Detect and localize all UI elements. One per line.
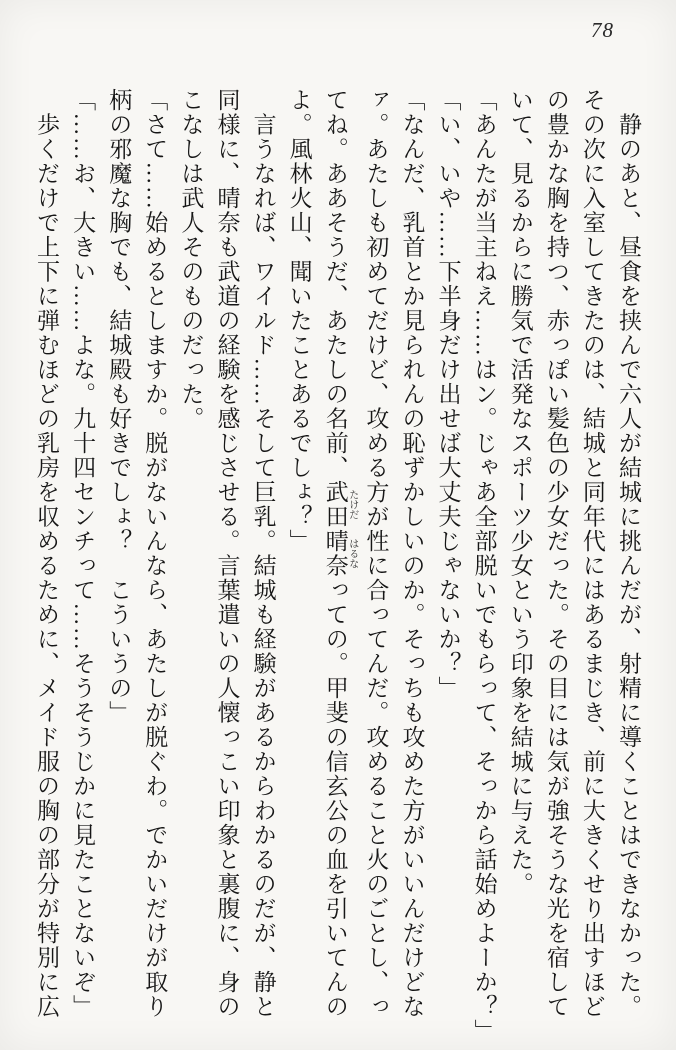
text-column: の豊かな胸を持つ、赤っぽい髪色の少女だった。その目には気が強そうな光を宿して xyxy=(543,88,569,1019)
text-column: 「なんだ、乳首とか見られんの恥ずかしいのか。そっちも攻めた方がいいんだけどな xyxy=(399,88,425,1019)
text-column: 同様に、晴奈も武道の経験を感じさせる。言葉遣いの人懐っこい印象と裏腹に、身の xyxy=(214,88,240,1019)
text-column: よ。風林火山、聞いたことあるでしょ？」 xyxy=(286,88,312,554)
ruby-annotated-name: 武田 たけだ xyxy=(322,480,358,529)
text-column: てね。ああそうだ、あたしの名前、武田 たけだ晴奈 はるなっての。甲斐の信玄公の血を引いてんの xyxy=(322,88,358,1019)
text-column: こなしは武人そのものだった。 xyxy=(178,88,204,431)
ruby-annotated-name: 晴奈 はるな xyxy=(322,529,358,578)
text-column: その次に入室してきたのは、結城と同年代にはあるまじき、前に大きくせり出すほど xyxy=(579,88,605,1019)
text-column: 言うなれば、ワイルド……そして巨乳。結城も経験があるからわかるのだが、静と xyxy=(250,88,276,1019)
text-column: いて、見るからに勝気で活発なスポーツ少女という印象を結城に与えた。 xyxy=(507,88,533,897)
text-column: 柄の邪魔な胸でも、結城殿も好きでしょ？ こういうの」 xyxy=(106,88,132,725)
text-column: 歩くだけで上下に弾むほどの乳房を収めるために、メイド服の胸の部分が特別に広 xyxy=(34,88,59,1019)
text-column: 「あんたが当主ねえ……はン。じゃあ全部脱いでもらって、そっから話始めよーか？」 xyxy=(471,88,497,1044)
page-number: 78 xyxy=(591,18,614,42)
text-column: 「さて……始めるとしますか。脱がないんなら、あたしが脱ぐわ。でかいだけが取り xyxy=(142,88,168,1019)
text-column: 「い、いや……下半身だけ出せば大丈夫じゃないか？」 xyxy=(435,88,461,701)
text-column: 静のあと、昼食を挟んで六人が結城に挑んだが、射精に導くことはできなかった。 xyxy=(616,88,641,1019)
text-block xyxy=(28,88,646,1044)
text-column: 「……お、大きい……よな。九十四センチって……そうそうじかに見たことないぞ」 xyxy=(70,88,96,1019)
text-column: ァ。あたしも初めてだけど、攻める方が性に合ってんだ。攻めること火のごとし、っ xyxy=(363,88,389,1019)
